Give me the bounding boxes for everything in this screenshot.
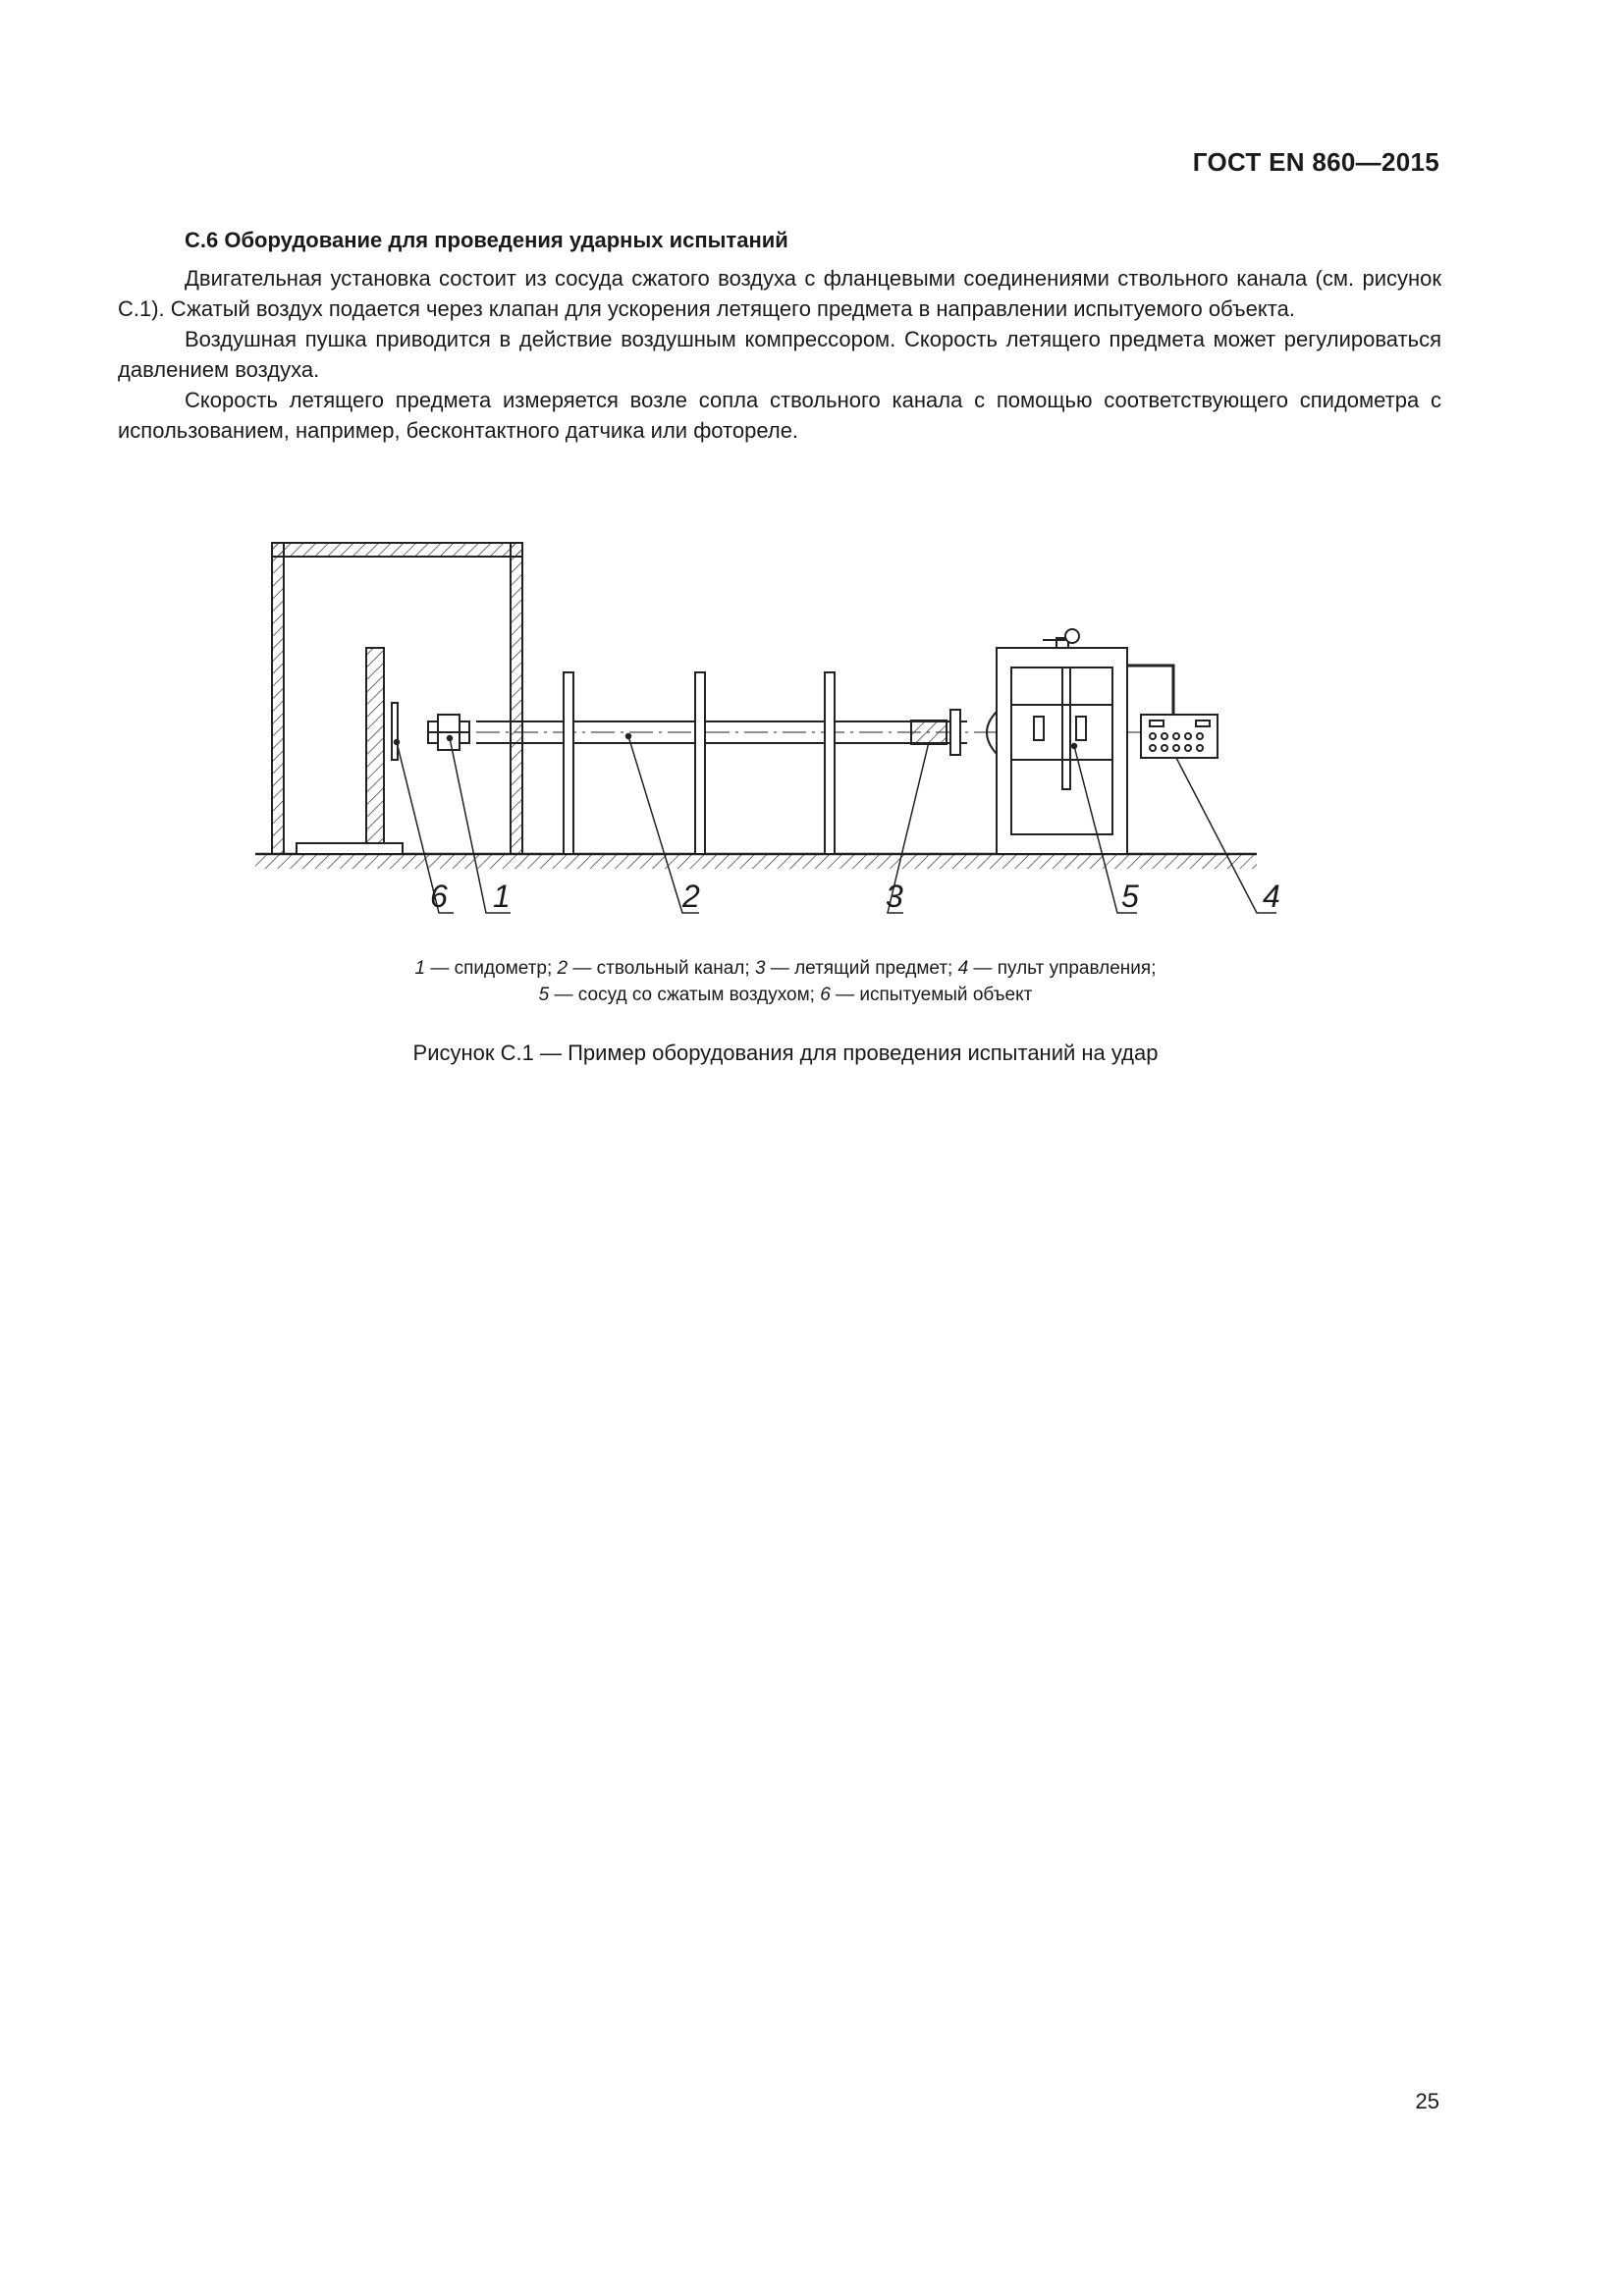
ground (255, 854, 1257, 869)
compressed-air-vessel (997, 629, 1127, 854)
impact-test-equipment-figure (236, 510, 1335, 942)
speedometer (428, 715, 469, 750)
legend-num: 5 (538, 985, 550, 1005)
equipment-drawing (236, 510, 1335, 942)
callout-3: 3 (886, 879, 903, 914)
figure-caption: Рисунок С.1 — Пример оборудования для проведения испытаний на удар (412, 1041, 1159, 1065)
test-enclosure (272, 543, 522, 854)
control-cable (1127, 666, 1173, 715)
legend-num: 3 (754, 958, 766, 979)
legend-num: 1 (414, 958, 426, 979)
callout-2: 2 (682, 879, 700, 914)
section-heading: С.6 Оборудование для проведения ударных испытаний (185, 228, 788, 252)
legend-text: — испытуемый объект (830, 985, 1033, 1005)
test-object (297, 648, 403, 854)
figure-legend (236, 955, 1335, 1008)
standard-code: ГОСТ EN 860—2015 (1192, 147, 1439, 177)
callout-4: 4 (1263, 879, 1280, 914)
legend-text: — ствольный канал; (568, 958, 755, 979)
legend-text: — сосуд со сжатым воздухом; (549, 985, 821, 1005)
control-panel (1141, 715, 1218, 758)
legend-text: — спидометр; (425, 958, 558, 979)
page-number: 25 (1415, 2089, 1439, 2113)
legend-num: 4 (957, 958, 969, 979)
barrel-supports (564, 672, 835, 854)
legend-line (236, 955, 1335, 982)
legend-text: — летящий предмет; (765, 958, 958, 979)
callout-6: 6 (430, 879, 448, 914)
paragraph: Скорость летящего предмета измеряется возле сопла ствольного канала с помощью соответствующего спидометра с использованием, например, бесконтактного датчика или фотореле. (118, 388, 1441, 443)
legend-num: 2 (557, 958, 568, 979)
paragraph: Двигательная установка состоит из сосуда сжатого воздуха с фланцевыми соединениями ствольного канала (см. рисунок С.1). Сжатый воздух подается через клапан для ускорения летящего предмета в направлении испытуемого объекта. (118, 266, 1441, 321)
body-text (118, 263, 1441, 446)
legend-text: — пульт управления; (968, 958, 1157, 979)
legend-line (236, 982, 1335, 1008)
callout-5: 5 (1121, 879, 1139, 914)
legend-num: 6 (820, 985, 831, 1005)
paragraph: Воздушная пушка приводится в действие воздушным компрессором. Скорость летящего предмета может регулироваться давлением воздуха. (118, 327, 1441, 382)
callout-1: 1 (493, 879, 511, 914)
